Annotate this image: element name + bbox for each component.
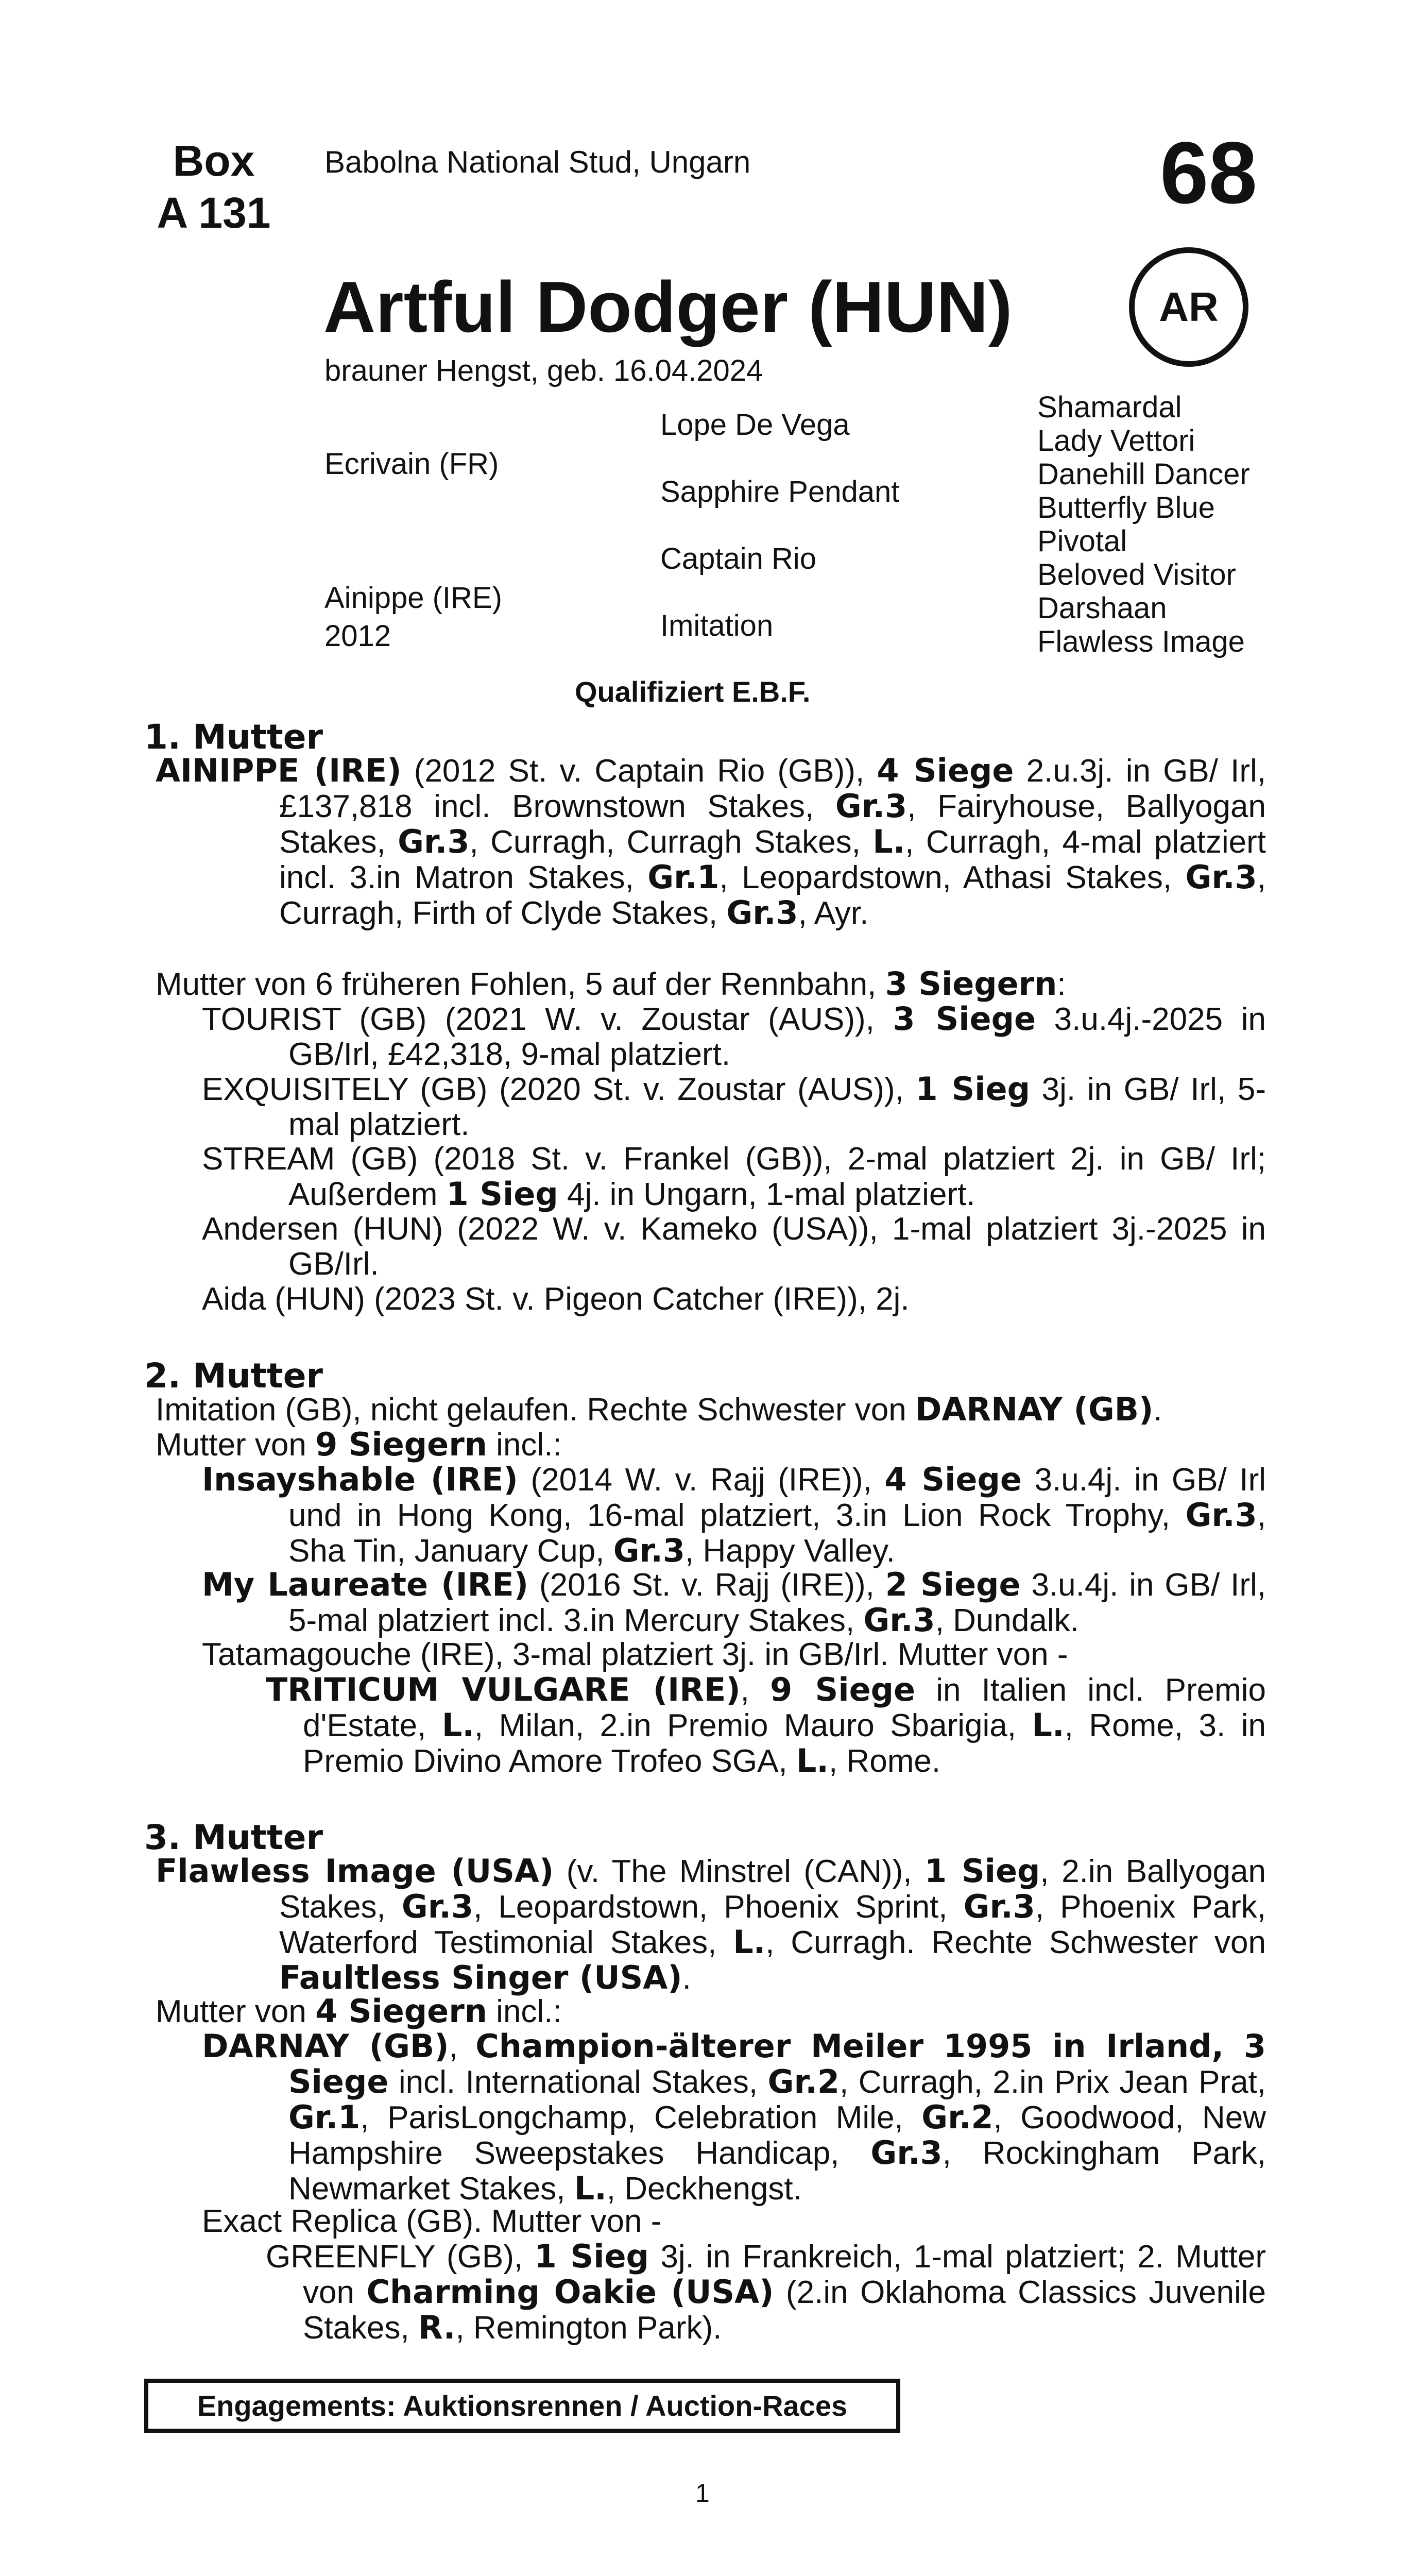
first-produce-summary: Mutter von 6 früheren Fohlen, 5 auf der Rennbahn, 3 Siegern: bbox=[156, 965, 1066, 1003]
ggp-1: Shamardal bbox=[1037, 391, 1182, 424]
ggp-4: Butterfly Blue bbox=[1037, 491, 1215, 524]
third-produce-2: Exact Replica (GB). Mutter von - bbox=[202, 2204, 662, 2239]
box-label bbox=[144, 135, 283, 239]
pedigree-grandsire-2: Captain Rio bbox=[660, 542, 817, 575]
section-heading-2: 2. Mutter bbox=[144, 1356, 323, 1396]
first-dam-entry: AINIPPE (IRE) (2012 St. v. Captain Rio (GB)), 4 Siege 2.u.3j. in GB/ Irl, £137,818 incl. Brownstown Stakes, Gr.3, Fairyhouse, Ballyogan Stakes, Gr.3, Curragh, Curragh Stakes, L., Curragh, 4-mal platziert incl. 3.in Matron Stakes, Gr.1, Leopardstown, Athasi Stakes, Gr.3, Curragh, Firth of Clyde Stakes, Gr.3, Ayr. bbox=[156, 752, 1266, 931]
pedigree-grandsire-1: Lope De Vega bbox=[660, 408, 850, 442]
section-heading-3: 3. Mutter bbox=[144, 1818, 323, 1857]
first-offspring-2: EXQUISITELY (GB) (2020 St. v. Zoustar (AUS)), 1 Sieg 3j. in GB/ Irl, 5-mal platziert. bbox=[202, 1070, 1266, 1142]
first-offspring-3: STREAM (GB) (2018 St. v. Frankel (GB)), 2-mal platziert 2j. in GB/ Irl; Außerdem 1 Sieg 4j. in Ungarn, 1-mal platziert. bbox=[202, 1141, 1266, 1213]
second-produce-3: Tatamagouche (IRE), 3-mal platziert 3j. in GB/Irl. Mutter von - bbox=[202, 1637, 1068, 1672]
first-offspring-1: TOURIST (GB) (2021 W. v. Zoustar (AUS)), 3 Siege 3.u.4j.-2025 in GB/Irl, £42,318, 9-mal platziert. bbox=[202, 1000, 1266, 1072]
second-produce-1: Insayshable (IRE) (2014 W. v. Rajj (IRE)), 4 Siege 3.u.4j. in GB/ Irl und in Hong Kong, 16-mal platziert, 3.in Lion Rock Trophy, Gr.3, Sha Tin, January Cup, Gr.3, Happy Valley. bbox=[202, 1461, 1266, 1569]
second-produce-2: My Laureate (IRE) (2016 St. v. Rajj (IRE)), 2 Siege 3.u.4j. in GB/ Irl, 5-mal platziert incl. 3.in Mercury Stakes, Gr.3, Dundalk. bbox=[202, 1566, 1266, 1639]
second-produce-summary: Mutter von 9 Siegern incl.: bbox=[156, 1426, 562, 1463]
page-number: 1 bbox=[695, 2479, 710, 2507]
first-offspring-4: Andersen (HUN) (2022 W. v. Kameko (USA)), 1-mal platziert 3j.-2025 in GB/Irl. bbox=[202, 1211, 1266, 1282]
ggp-2: Lady Vettori bbox=[1037, 424, 1195, 457]
engagements-box: Engagements: Auktionsrennen / Auction-Races bbox=[144, 2379, 900, 2433]
pedigree-granddam-1: Sapphire Pendant bbox=[660, 475, 900, 509]
ggp-6: Beloved Visitor bbox=[1037, 558, 1236, 591]
horse-name: Artful Dodger (HUN) bbox=[323, 266, 1013, 347]
third-dam-entry: Flawless Image (USA) (v. The Minstrel (CAN)), 1 Sieg, 2.in Ballyogan Stakes, Gr.3, Leopardstown, Phoenix Sprint, Gr.3, Phoenix Park, Waterford Testimonial Stakes, L., Curragh. Rechte Schwester von Faultless Singer (USA). bbox=[156, 1852, 1266, 1996]
qualification: Qualifiziert E.B.F. bbox=[575, 675, 811, 708]
box-label-text: Box bbox=[173, 137, 255, 185]
first-dam-name: AINIPPE (IRE) bbox=[156, 752, 402, 789]
horse-description: brauner Hengst, geb. 16.04.2024 bbox=[324, 354, 763, 387]
pedigree-granddam-2: Imitation bbox=[660, 609, 774, 642]
ggp-8: Flawless Image bbox=[1037, 625, 1245, 658]
ggp-3: Danehill Dancer bbox=[1037, 457, 1250, 491]
pedigree-great-grandparents bbox=[1037, 391, 1250, 658]
pedigree-sire: Ecrivain (FR) bbox=[324, 447, 499, 481]
stud-name: Babolna National Stud, Ungarn bbox=[324, 145, 751, 179]
pedigree-dam-year: 2012 bbox=[324, 619, 391, 653]
pedigree-dam: Ainippe (IRE) bbox=[324, 581, 502, 615]
ar-badge: AR bbox=[1129, 247, 1248, 367]
first-offspring-5: Aida (HUN) (2023 St. v. Pigeon Catcher (IRE)), 2j. bbox=[202, 1281, 910, 1317]
section-heading-1: 1. Mutter bbox=[144, 717, 323, 757]
third-produce-summary: Mutter von 4 Siegern incl.: bbox=[156, 1992, 562, 2030]
ggp-7: Darshaan bbox=[1037, 591, 1167, 625]
lot-number: 68 bbox=[1160, 124, 1258, 222]
second-produce-4: TRITICUM VULGARE (IRE), 9 Siege in Italien incl. Premio d'Estate, L., Milan, 2.in Premio Mauro Sbarigia, L., Rome, 3. in Premio Divino Amore Trofeo SGA, L., Rome. bbox=[266, 1671, 1266, 1780]
box-number: A 131 bbox=[157, 188, 271, 237]
second-dam-entry: Imitation (GB), nicht gelaufen. Rechte Schwester von DARNAY (GB). bbox=[156, 1391, 1162, 1428]
third-produce-3: GREENFLY (GB), 1 Sieg 3j. in Frankreich, 1-mal platziert; 2. Mutter von Charming Oakie (USA) (2.in Oklahoma Classics Juvenile Stakes, R., Remington Park). bbox=[266, 2238, 1266, 2346]
ggp-5: Pivotal bbox=[1037, 524, 1127, 558]
third-produce-1: DARNAY (GB), Champion-älterer Meiler 1995 in Irland, 3 Siege incl. International Stakes, Gr.2, Curragh, 2.in Prix Jean Prat, Gr.1, ParisLongchamp, Celebration Mile, Gr.2, Goodwood, New Hampshire Sweepstakes Handicap, Gr.3, Rockingham Park, Newmarket Stakes, L., Deckhengst. bbox=[202, 2027, 1266, 2207]
